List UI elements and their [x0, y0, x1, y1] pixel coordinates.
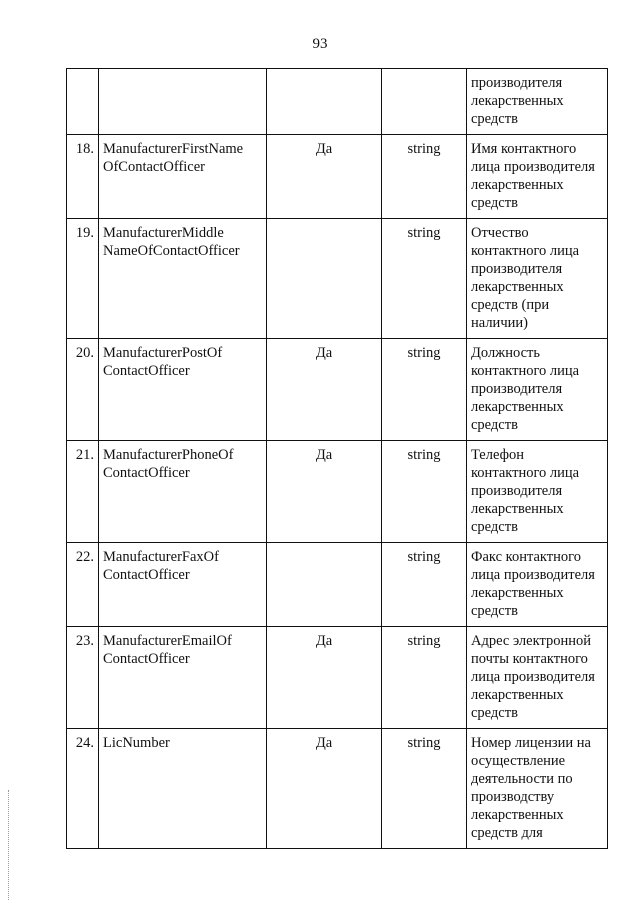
required-cell: Да — [267, 627, 382, 729]
field-name-line: LicNumber — [103, 735, 170, 751]
field-name-cell — [99, 441, 267, 543]
field-name-cell — [99, 543, 267, 627]
page-number: 93 — [312, 36, 328, 52]
field-name-line: ContactOfficer — [103, 651, 190, 667]
description-line: средств (при — [471, 297, 550, 313]
table-row — [67, 339, 608, 441]
row-number: 23. — [67, 627, 99, 729]
description-line: деятельности по — [471, 771, 573, 787]
row-number: 20. — [67, 339, 99, 441]
table-row — [67, 441, 608, 543]
description-line: лекарственных — [471, 93, 564, 109]
field-name-line: OfContactOfficer — [103, 159, 205, 175]
table-row — [67, 135, 608, 219]
description-line: лекарственных — [471, 807, 564, 823]
field-name-cell — [99, 69, 267, 135]
row-number: 18. — [67, 135, 99, 219]
description-line: Имя контактного — [471, 141, 577, 157]
description-line: производителя — [471, 261, 563, 277]
description-line: производителя — [471, 483, 563, 499]
description-line: лица производителя — [471, 159, 595, 175]
field-name-cell — [99, 135, 267, 219]
description-line: лекарственных — [471, 687, 564, 703]
specification-table — [66, 68, 608, 849]
description-line: производителя — [471, 75, 563, 91]
description-line: лекарственных — [471, 585, 564, 601]
table-row — [67, 219, 608, 339]
description-cell — [467, 219, 608, 339]
required-cell — [267, 219, 382, 339]
type-cell: string — [382, 339, 467, 441]
field-name-line: ManufacturerPhoneOf — [103, 447, 234, 463]
field-name-line: NameOfContactOfficer — [103, 243, 240, 259]
field-name-cell — [99, 627, 267, 729]
required-cell: Да — [267, 135, 382, 219]
description-line: производству — [471, 789, 555, 805]
field-name-cell — [99, 729, 267, 849]
description-line: контактного лица — [471, 465, 580, 481]
field-name-line: ContactOfficer — [103, 567, 190, 583]
field-name-cell — [99, 219, 267, 339]
description-line: Адрес электронной — [471, 633, 591, 649]
description-line: лекарственных — [471, 177, 564, 193]
description-cell — [467, 543, 608, 627]
required-cell: Да — [267, 441, 382, 543]
description-line: средств — [471, 111, 518, 127]
description-line: средств — [471, 195, 518, 211]
scan-margin-mark — [8, 790, 11, 900]
table-row — [67, 627, 608, 729]
description-line: осуществление — [471, 753, 566, 769]
field-name-cell — [99, 339, 267, 441]
description-cell — [467, 339, 608, 441]
description-line: Должность — [471, 345, 540, 361]
description-cell — [467, 627, 608, 729]
description-line: наличии) — [471, 315, 528, 331]
type-cell: string — [382, 135, 467, 219]
type-cell: string — [382, 543, 467, 627]
type-cell — [382, 69, 467, 135]
required-cell — [267, 69, 382, 135]
description-line: средств — [471, 519, 518, 535]
row-number: 22. — [67, 543, 99, 627]
table-row — [67, 729, 608, 849]
type-cell: string — [382, 219, 467, 339]
description-cell — [467, 69, 608, 135]
description-line: средств — [471, 603, 518, 619]
description-line: лекарственных — [471, 501, 564, 517]
required-cell: Да — [267, 729, 382, 849]
description-line: контактного лица — [471, 363, 580, 379]
table-row — [67, 69, 608, 135]
row-number: 24. — [67, 729, 99, 849]
row-number: 19. — [67, 219, 99, 339]
field-name-line: ManufacturerEmailOf — [103, 633, 232, 649]
description-cell — [467, 729, 608, 849]
description-line: контактного лица — [471, 243, 580, 259]
description-line: лекарственных — [471, 279, 564, 295]
field-name-line: ManufacturerFaxOf — [103, 549, 219, 565]
description-line: лекарственных — [471, 399, 564, 415]
required-cell: Да — [267, 339, 382, 441]
type-cell: string — [382, 441, 467, 543]
type-cell: string — [382, 729, 467, 849]
row-number — [67, 69, 99, 135]
field-name-line: ContactOfficer — [103, 363, 190, 379]
description-line: средств — [471, 705, 518, 721]
table-row — [67, 543, 608, 627]
description-line: лица производителя — [471, 669, 595, 685]
description-line: почты контактного — [471, 651, 588, 667]
description-cell — [467, 135, 608, 219]
field-name-line: ContactOfficer — [103, 465, 190, 481]
description-line: производителя — [471, 381, 563, 397]
description-line: Номер лицензии на — [471, 735, 591, 751]
field-name-line: ManufacturerPostOf — [103, 345, 223, 361]
required-cell — [267, 543, 382, 627]
table-body — [67, 69, 608, 849]
description-line: средств — [471, 417, 518, 433]
description-line: Факс контактного — [471, 549, 581, 565]
row-number: 21. — [67, 441, 99, 543]
description-line: средств для — [471, 825, 543, 841]
description-line: Телефон — [471, 447, 524, 463]
description-line: Отчество — [471, 225, 529, 241]
field-name-line: ManufacturerFirstName — [103, 141, 244, 157]
field-name-line: ManufacturerMiddle — [103, 225, 224, 241]
description-line: лица производителя — [471, 567, 595, 583]
type-cell: string — [382, 627, 467, 729]
description-cell — [467, 441, 608, 543]
